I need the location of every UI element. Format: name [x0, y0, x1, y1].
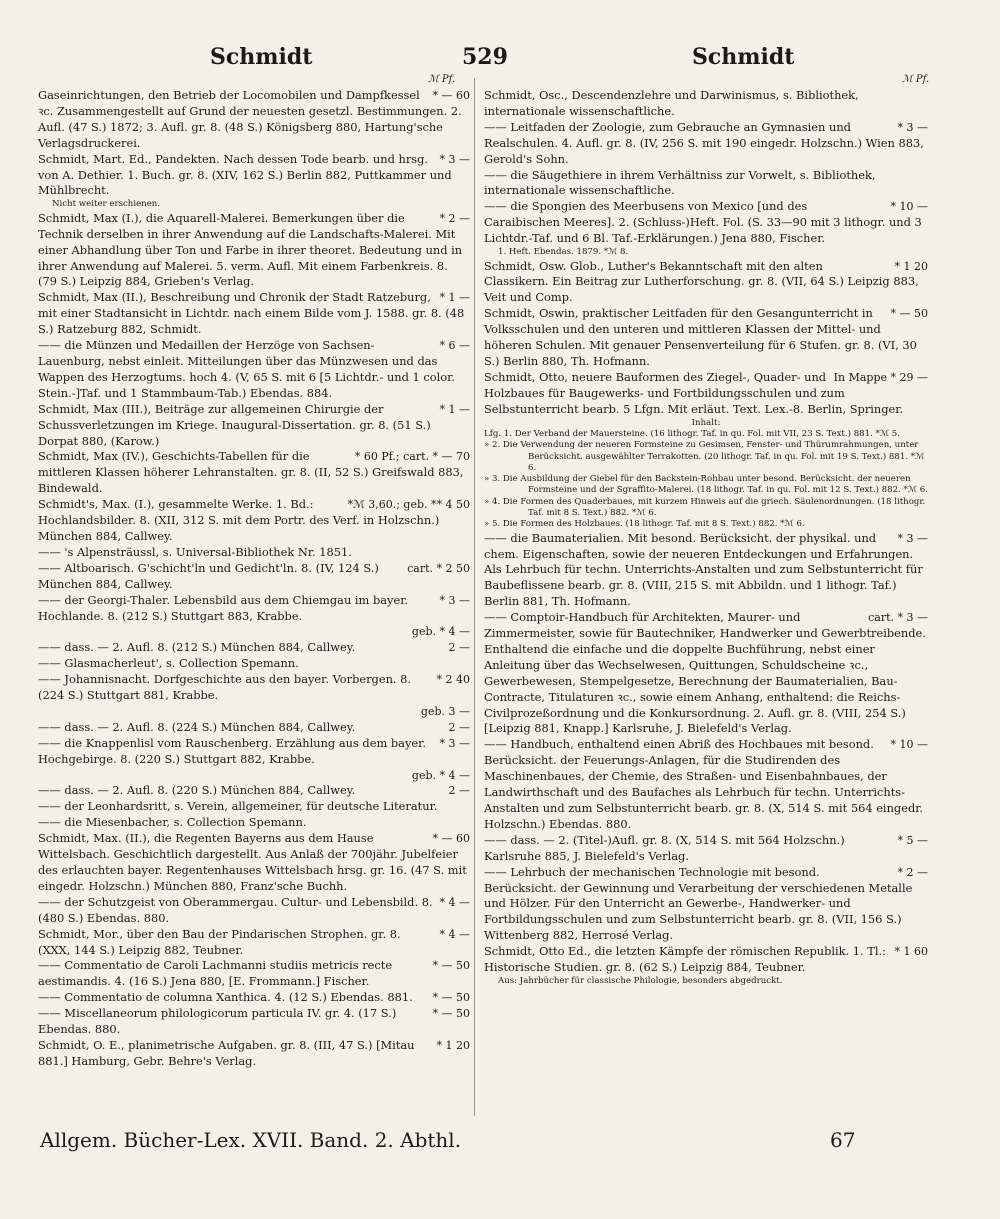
entry-text: Schmidt, Max. (II.), die Regenten Bayerns aus dem Hause Wittelsbach. Geschichtlich dargestellt. Aus Anlaß der 700jähr. Jubelfeier des erlauchten bayer. Regentenhauses Wittelsbach hrsg. gr. 16. (47 S. mit eingedr. Holzschn.) München 880, Franz'sche Buchh. [38, 831, 467, 893]
entry-text: —— die Säugethiere in ihrem Verhältniss zur Vorwelt, s. Bibliothek, internationale wissenschaftliche. [484, 167, 876, 198]
bibliography-entry [38, 895, 470, 927]
entry-text: —— die Spongien des Meerbusens von Mexico [und des Caraibischen Meeres]. 2. (Schluss-)Heft. Fol. (S. 33—90 mit 3 lithogr. und 3 Lichtdr.-Taf. und 6 Bl. Taf.-Erklärungen.) Jena 880, Fischer. [484, 199, 922, 246]
entry-text: Schmidt, O. E., planimetrische Aufgaben. gr. 8. (III, 47 S.) [Mitau 881.] Hamburg, Gebr. Behre's Verlag. [38, 1037, 415, 1068]
bibliography-entry [38, 545, 470, 561]
entry-price: * 2 40 [436, 673, 470, 687]
entry-text: Schmidt, Mart. Ed., Pandekten. Nach dessen Tode bearb. und hrsg. von A. Dethier. 1. Buch. gr. 8. (XIV, 162 S.) Berlin 882, Puttkammer und Mühlbrecht. [38, 151, 452, 198]
bibliography-entry [484, 531, 928, 611]
contents-title: Inhalt: [691, 417, 721, 428]
entry-price: * 2 — [897, 865, 928, 879]
bibliography-entry [38, 593, 470, 625]
bibliography-entry [484, 88, 928, 120]
entry-text: 1. Heft. Ebendas. 1879. *ℳ 8. [498, 247, 629, 258]
entry-text: —— die Knappenlisl vom Rauschenberg. Erzählung aus dem bayer. Hochgebirge. 8. (220 S.) Stuttgart 882, Krabbe. [38, 735, 426, 766]
bibliography-entry [38, 624, 470, 640]
bibliography-entry [484, 120, 928, 168]
bibliography-entry [38, 338, 470, 402]
right-column [484, 88, 928, 987]
entry-text: —— der Schutzgeist von Oberammergau. Cultur- und Lebensbild. 8. (480 S.) Ebendas. 880. [38, 894, 433, 925]
entry-price: * 3 — [897, 531, 928, 545]
entry-note [498, 247, 928, 259]
entry-text: —— dass. — 2. Aufl. 8. (212 S.) München 884, Callwey. [38, 640, 356, 655]
entry-price: * — 50 [890, 307, 928, 321]
bibliography-entry [484, 833, 928, 865]
contents-item: Lfg. 1. Der Verband der Mauersteine. (16 lithogr. Taf. in qu. Fol. mit VII, 23 S. Text.) 881. *ℳ 5. [484, 428, 900, 439]
entry-price: * — 60 [432, 832, 470, 846]
entry-price: * — 50 [432, 991, 470, 1005]
entry-price: geb. * 4 — [411, 625, 470, 639]
bibliography-entry [484, 610, 928, 737]
entry-price: * 10 — [890, 738, 928, 752]
entry-price: 2 — [448, 641, 470, 655]
entry-text: Schmidt, Max (IV.), Geschichts-Tabellen für die mittleren Klassen höherer Lehranstalten. gr. 8. (II, 52 S.) Greifswald 883, Bindewald. [38, 449, 464, 496]
contents-item: » 4. Die Formen des Quaderbaues, mit kurzem Hinweis auf die griech. Säulenordnungen. (18 lithogr. Taf. mit 8 S. Text.) 882. *ℳ 6. [484, 496, 926, 518]
entry-text: Schmidt, Otto Ed., die letzten Kämpfe der römischen Republik. 1. Tl.: Historische Studien. gr. 8. (62 S.) Leipzig 884, Teubner. [484, 944, 886, 975]
entry-price: * 10 — [890, 200, 928, 214]
bibliography-entry [38, 449, 470, 497]
contents-list [484, 429, 928, 531]
entry-text: —— Comptoir-Handbuch für Architekten, Maurer- und Zimmermeister, sowie für Bautechniker, Handwerker und Gewerbtreibende. Enthaltend die einfache und die doppelte Buchführung, nebst einer Anleitung über das Wechselwesen, Quittungen, Schuldscheine ꝛc., Gewerbewesen, Stempelgesetze, Berechnung der Baumaterialien, Bau-Contracte, Titulaturen ꝛc., sowie einem Anhang, enthaltend: die Reichs-Civilprozeßordnung und die Konkursordnung. 2. Aufl. gr. 8. (VIII, 254 S.) [Leipzig 881, Knapp.] Karlsruhe, J. Bielefeld's Verlag. [484, 610, 926, 736]
entry-text: —— dass. — 2. Aufl. 8. (224 S.) München 884, Callwey. [38, 719, 356, 734]
entry-text: —— Commentatio de Caroli Lachmanni studiis metricis recte aestimandis. 4. (16 S.) Jena 880, [E. Frommann.] Fischer. [38, 958, 393, 989]
entry-price: * — 60 [432, 89, 470, 102]
entry-text: —— Handbuch, enthaltend einen Abriß des Hochbaues mit besond. Berücksicht. der Feuerungs-Anlagen, für die Studirenden des Maschinenbaues, der Chemie, des Straßen- und Eisenbahnbaues, der Landwirthschaft und des Baufaches als Lehrbuch für techn. Unterrichts-Anstalten und zum Selbstunterricht bearb. gr. 8. (X, 514 S. mit 564 eingedr. Holzschn.) Ebendas. 880. [484, 737, 924, 831]
bibliography-entry [38, 656, 470, 672]
bibliography-entry [484, 259, 928, 307]
bibliography-entry [38, 958, 470, 990]
entry-note [498, 976, 928, 988]
entry-text: —— die Miesenbacher, s. Collection Spemann. [38, 815, 307, 830]
bibliography-entry [38, 152, 470, 200]
entry-text: —— die Münzen und Medaillen der Herzöge von Sachsen-Lauenburg, nebst einleit. Mitteilungen über das Münzwesen und das Wappen des Herzogtums. hoch 4. (V, 65 S. mit 6 [5 Lichtdr.- und 1 color. Stein.-]Taf. und 1 Stammbaum-Tab.) Ebendas. 884. [38, 338, 455, 400]
entry-text: Gaseinrichtungen, den Betrieb der Locomobilen und Dampfkessel ꝛc. Zusammengestellt auf Grund der neuesten gesetzl. Bestimmungen. 2. Aufl. (47 S.) 1872; 3. Aufl. gr. 8. (48 S.) Königsberg 880, Hartung'sche Verlagsdruckerei. [38, 88, 462, 150]
bibliography-entry [38, 672, 470, 704]
bibliography-entry [38, 497, 470, 545]
entry-price: geb. * 4 — [411, 768, 470, 782]
bibliography-entry [484, 370, 928, 418]
bibliography-entry [38, 402, 470, 450]
entry-text: Schmidt, Mor., über den Bau der Pindarischen Strophen. gr. 8. (XXX, 144 S.) Leipzig 882, Teubner. [38, 926, 401, 957]
bibliography-entry [38, 640, 470, 656]
entry-text: Schmidt, Max (II.), Beschreibung und Chronik der Stadt Ratzeburg, mit einer Stadtansicht in Lichtdr. nach einem Bilde vom J. 1588. gr. 8. (48 S.) Ratzeburg 882, Schmidt. [38, 290, 465, 337]
bibliography-entry [38, 290, 470, 338]
contents-item: » 3. Die Ausbildung der Giebel für den Backstein-Rohbau unter besond. Berücksicht. der neueren Formsteine und der Sgraffito-Malerei. (18 lithogr. Taf. in qu. Fol. mit 12 S. Text.) 882. *ℳ 6. [484, 474, 928, 496]
entry-price: * — 50 [432, 959, 470, 973]
entry-text: Schmidt, Osw. Glob., Luther's Bekanntschaft mit den alten Classikern. Ein Beitrag zur Lutherforschung. gr. 8. (VII, 64 S.) Leipzig 883, Veit und Comp. [484, 258, 919, 305]
entry-price: * 3 — [439, 152, 470, 166]
bibliography-entry [38, 799, 470, 815]
entry-text: —— dass. — 2. (Titel-)Aufl. gr. 8. (X, 514 S. mit 564 Holzschn.) Karlsruhe 885, J. Bielefeld's Verlag. [484, 832, 845, 863]
entry-price: * 1 20 [894, 259, 928, 273]
bibliography-entry [484, 168, 928, 200]
entry-price: * 1 — [439, 402, 470, 416]
entry-note [52, 199, 470, 211]
bibliography-entry [484, 306, 928, 370]
entry-price: 2 — [448, 720, 470, 734]
entry-price: * 3 — [439, 736, 470, 750]
running-head-right: Schmidt [692, 44, 795, 70]
footer-sheet-number: 67 [830, 1128, 856, 1152]
bibliography-entry [484, 737, 928, 832]
page-number: 529 [462, 44, 508, 70]
contents-item: » 2. Die Verwendung der neueren Formsteine zu Gesimsen, Fenster- und Thürumrahmungen, unter Berücksicht. ausgewählter Terrakotten. (20 lithogr. Taf. in qu. Fol. mit 19 S. Text.) 881. *ℳ 6. [484, 440, 925, 473]
entry-price: *ℳ 3,60.; geb. ** 4 50 [347, 498, 470, 512]
entry-price: * 60 Pf.; cart. * — 70 [354, 450, 470, 464]
bibliography-entry [38, 783, 470, 799]
right-entries-a [484, 88, 928, 418]
bibliography-entry [38, 704, 470, 720]
entry-text: —— dass. — 2. Aufl. 8. (220 S.) München 884, Callwey. [38, 783, 356, 798]
entry-text: —— Commentatio de columna Xanthica. 4. (12 S.) Ebendas. 881. [38, 990, 413, 1005]
entry-text: —— Altboarisch. G'schicht'ln und Gedicht'ln. 8. (IV, 124 S.) München 884, Callwey. [38, 560, 379, 591]
entry-text: Aus: Jahrbücher für classische Philologie, besonders abgedruckt. [498, 975, 783, 986]
entry-price: 2 — [448, 784, 470, 798]
running-head-left: Schmidt [210, 44, 313, 70]
entry-price: * — 50 [432, 1007, 470, 1021]
bibliography-entry [484, 865, 928, 945]
entry-price: In Mappe * 29 — [833, 370, 928, 384]
bibliography-entry [484, 199, 928, 247]
entry-text: Schmidt, Otto, neuere Bauformen des Ziegel-, Quader- und Holzbaues für Baugewerks- und Fortbildungsschulen und zum Selbstunterricht bearb. 5 Lfgn. Mit erläut. Text. Lex.-8. Berlin, Springer. [484, 369, 904, 416]
entry-text: Schmidt, Max (III.), Beiträge zur allgemeinen Chirurgie der Schussverletzungen im Kriege. Inaugural-Dissertation. gr. 8. (51 S.) Dorpat 880, (Karow.) [38, 401, 431, 448]
entry-text: —— der Leonhardsritt, s. Verein, allgemeiner, für deutsche Literatur. [38, 799, 438, 814]
entry-text: —— die Baumaterialien. Mit besond. Berücksicht. der physikal. und chem. Eigenschaften, sowie der neueren Entdeckungen und Erfahrungen. Als Lehrbuch für techn. Unterrichts-Anstalten und zum Selbstunterricht für Baubeflissene bearb. gr. 8. (VIII, 215 S. mit Abbildn. und 1 lithogr. Taf.) Berlin 881, Th. Hofmann. [484, 530, 923, 609]
entry-text: —— der Georgi-Thaler. Lebensbild aus dem Chiemgau im bayer. Hochlande. 8. (212 S.) Stuttgart 883, Krabbe. [38, 592, 409, 623]
footer-signature: Allgem. Bücher-Lex. XVII. Band. 2. Abthl. [40, 1128, 462, 1152]
entry-price: * 1 60 [894, 945, 928, 959]
entry-text: Schmidt, Oswin, praktischer Leitfaden für den Gesangunterricht in Volksschulen und den unteren und mittleren Klassen der Mittel- und höheren Schulen. Mit genauer Pensenverteilung für 6 Stufen. gr. 8. (VI, 30 S.) Berlin 880, Th. Hofmann. [484, 306, 917, 368]
bibliography-entry [38, 831, 470, 895]
bibliography-entry [38, 815, 470, 831]
entry-price: * 2 — [439, 211, 470, 225]
bibliography-entry [38, 768, 470, 784]
contents-item: » 5. Die Formen des Holzbaues. (18 lithogr. Taf. mit 8 S. Text.) 882. *ℳ 6. [484, 519, 805, 530]
entry-price: * 6 — [439, 339, 470, 353]
bibliography-entry [38, 1006, 470, 1038]
entry-text: —— Miscellaneorum philologicorum particula IV. gr. 4. (17 S.) Ebendas. 880. [38, 1006, 397, 1037]
bibliography-entry [38, 720, 470, 736]
entry-text: —— Glasmacherleut', s. Collection Spemann. [38, 656, 299, 671]
entry-price: * 5 — [897, 833, 928, 847]
right-entries-b [484, 531, 928, 988]
entry-text: Nicht weiter erschienen. [52, 199, 161, 210]
bibliography-entry [38, 927, 470, 959]
price-column-label-left: ℳ Pf. [428, 74, 456, 85]
bibliography-entry [484, 944, 928, 976]
entry-price: * 3 — [439, 593, 470, 607]
contents-block [484, 418, 928, 531]
entry-text: —— 's Alpensträussl, s. Universal-Bibliothek Nr. 1851. [38, 544, 352, 559]
entry-text: —— Johannisnacht. Dorfgeschichte aus den bayer. Vorbergen. 8. (224 S.) Stuttgart 881, Krabbe. [38, 672, 412, 703]
entry-price: * 1 20 [436, 1038, 470, 1052]
entry-text: —— Lehrbuch der mechanischen Technologie mit besond. Berücksicht. der Gewinnung und Verarbeitung der verschiedenen Metalle und Hölzer. Für den Unterricht an Gewerbe-, Handwerker- und Fortbildungsschulen und zum Selbstunterricht bearb. gr. 8. (VII, 156 S.) Wittenberg 882, Herrosé Verlag. [484, 864, 913, 943]
column-divider [474, 78, 475, 1116]
bibliography-entry [38, 88, 470, 152]
entry-text: Schmidt's, Max. (I.), gesammelte Werke. 1. Bd.: Hochlandsbilder. 8. (XII, 312 S. mit dem Portr. des Verf. in Holzschn.) München 884, Callwey. [38, 497, 440, 543]
bibliography-entry [38, 736, 470, 768]
entry-price: * 4 — [439, 895, 470, 909]
entry-text: Schmidt, Osc., Descendenzlehre und Darwinismus, s. Bibliothek, internationale wissenschaftliche. [484, 88, 859, 118]
entry-price: cart. * 2 50 [407, 561, 470, 575]
entry-price: geb. 3 — [420, 704, 470, 718]
bibliography-entry [38, 211, 470, 291]
bibliography-entry [38, 990, 470, 1006]
entry-text: —— Leitfaden der Zoologie, zum Gebrauche an Gymnasien und Realschulen. 4. Aufl. gr. 8. (IV, 256 S. mit 190 eingedr. Holzschn.) Wien 883, Gerold's Sohn. [484, 119, 924, 166]
bibliography-entry [38, 561, 470, 593]
entry-price: cart. * 3 — [868, 611, 928, 625]
entry-text: Schmidt, Max (I.), die Aquarell-Malerei. Bemerkungen über die Technik derselben in ihrer Anwendung auf die Landschafts-Malerei. Mit einer Abhandlung über Ton und Farbe in ihrer theoret. Bedeutung und in ihrer Anwendung auf Malerei. 5. verm. Aufl. Mit einem Farbenkreis. 8. (79 S.) Leipzig 884, Grieben's Verlag. [38, 210, 463, 289]
entry-price: * 3 — [897, 120, 928, 134]
entry-price: * 4 — [439, 927, 470, 941]
price-column-label-right: ℳ Pf. [902, 74, 930, 85]
left-column [38, 88, 470, 1070]
entry-price: * 1 — [439, 291, 470, 305]
bibliography-entry [38, 1038, 470, 1070]
